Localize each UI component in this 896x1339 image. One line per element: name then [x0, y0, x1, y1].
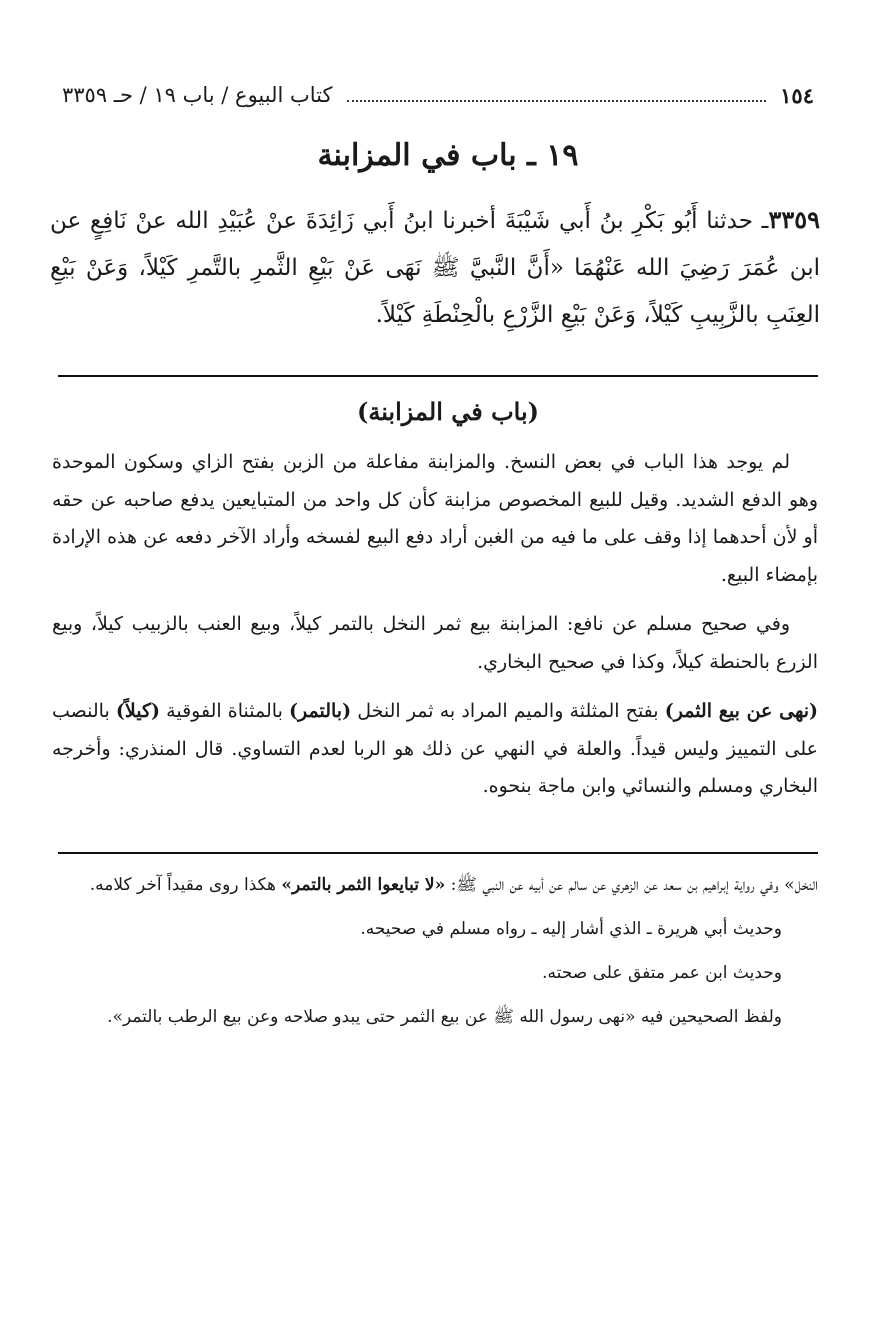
commentary: [52, 444, 818, 818]
commentary-heading: (باب في المزابنة): [356, 397, 540, 426]
commentary-paragraph-1: لم يوجد هذا الباب في بعض النسخ. والمزابنة مفاعلة من الزبن بفتح الزاي وسكون الموحدة وهو الدفع الشديد. وقيل للبيع المخصوص مزابنة كأن كل واحد من المتبايعين يدفع صاحبه عن حقه أو لأن أحدهما إذا وقف على ما فيه من الغبن أراد دفع البيع لفسخه وأراد الآخر دفعه عن هذه الإرادة بإمضاء البيع.: [52, 451, 818, 586]
footnote-4: ولفظ الصحيحين فيه «نهى رسول الله ﷺ عن بيع الثمر حتى يبدو صلاحه وعن بيع الرطب بالتمر».: [107, 1007, 782, 1027]
footnote-2: وحديث أبي هريرة ـ الذي أشار إليه ـ رواه مسلم في صحيحه.: [360, 919, 782, 939]
hadith-number: ٣٣٥٩: [768, 205, 820, 234]
commentary-text: بفتح المثلثة والميم المراد به ثمر النخل: [351, 700, 665, 722]
commentary-paragraph-2: وفي صحيح مسلم عن نافع: المزابنة بيع ثمر النخل بالتمر كيلاً، وبيع العنب بالزبيب كيلاً، وبيع الزرع بالحنطة كيلاً، وكذا في صحيح البخاري.: [52, 613, 818, 673]
footnote-text: النخل» وفي رواية إبراهيم بن سعد عن الزهري عن سالم عن أبيه عن النبي ﷺ:: [445, 875, 818, 895]
footnotes: [54, 868, 818, 1044]
section-divider: [58, 375, 818, 377]
commentary-text: بالمثناة الفوقية: [160, 700, 290, 722]
footnote-text: هكذا روى مقيداً آخر كلامه.: [89, 875, 282, 895]
hadith-text: ـ حدثنا أَبُو بَكْرِ بنُ أَبي شَيْبَةَ أخبرنا ابنُ أَبي زَائِدَةَ عنْ عُبَيْدِ الله عنْ نَافِعٍ عن ابن عُمَرَ رَضِيَ الله عَنْهُمَا «أَنَّ النَّبيَّ ﷺ نَهَى عَنْ بَيْعِ الثَّمرِ بالتَّمرِ كَيْلاً، وَعَنْ بَيْعِ العِنَبِ بالزَّبِيبِ كَيْلاً، وَعَنْ بَيْعِ الزَّرْعِ بالْحِنْطَةِ كَيْلاً.: [50, 208, 820, 328]
commentary-term: (نهى عن بيع الثمر): [664, 700, 818, 722]
commentary-term: (كيلاً): [115, 700, 160, 722]
footnote-3: وحديث ابن عمر متفق على صحته.: [542, 963, 782, 983]
chapter-heading: ١٩ ـ باب في المزابنة: [317, 138, 579, 173]
running-header: [62, 78, 814, 112]
footnote-1: [54, 868, 818, 902]
page-number: ١٥٤: [780, 82, 814, 108]
header-dot-leader: [347, 88, 767, 102]
footnote-divider: [58, 852, 818, 854]
commentary-paragraph-3: [52, 693, 818, 806]
commentary-term: (بالتمر): [289, 700, 352, 722]
hadith-block: [50, 196, 820, 339]
running-header-title: كتاب البيوع / باب ١٩ / حـ ٣٣٥٩: [62, 83, 333, 107]
footnote-quote: «لا تبايعوا الثمر بالتمر»: [281, 875, 446, 895]
commentary-text: بالنصب على التمييز وليس قيداً. والعلة في النهي عن ذلك هو الربا لعدم التساوي. قال المنذري: وأخرجه البخاري ومسلم والنسائي وابن ماجة بنحوه.: [52, 700, 818, 797]
